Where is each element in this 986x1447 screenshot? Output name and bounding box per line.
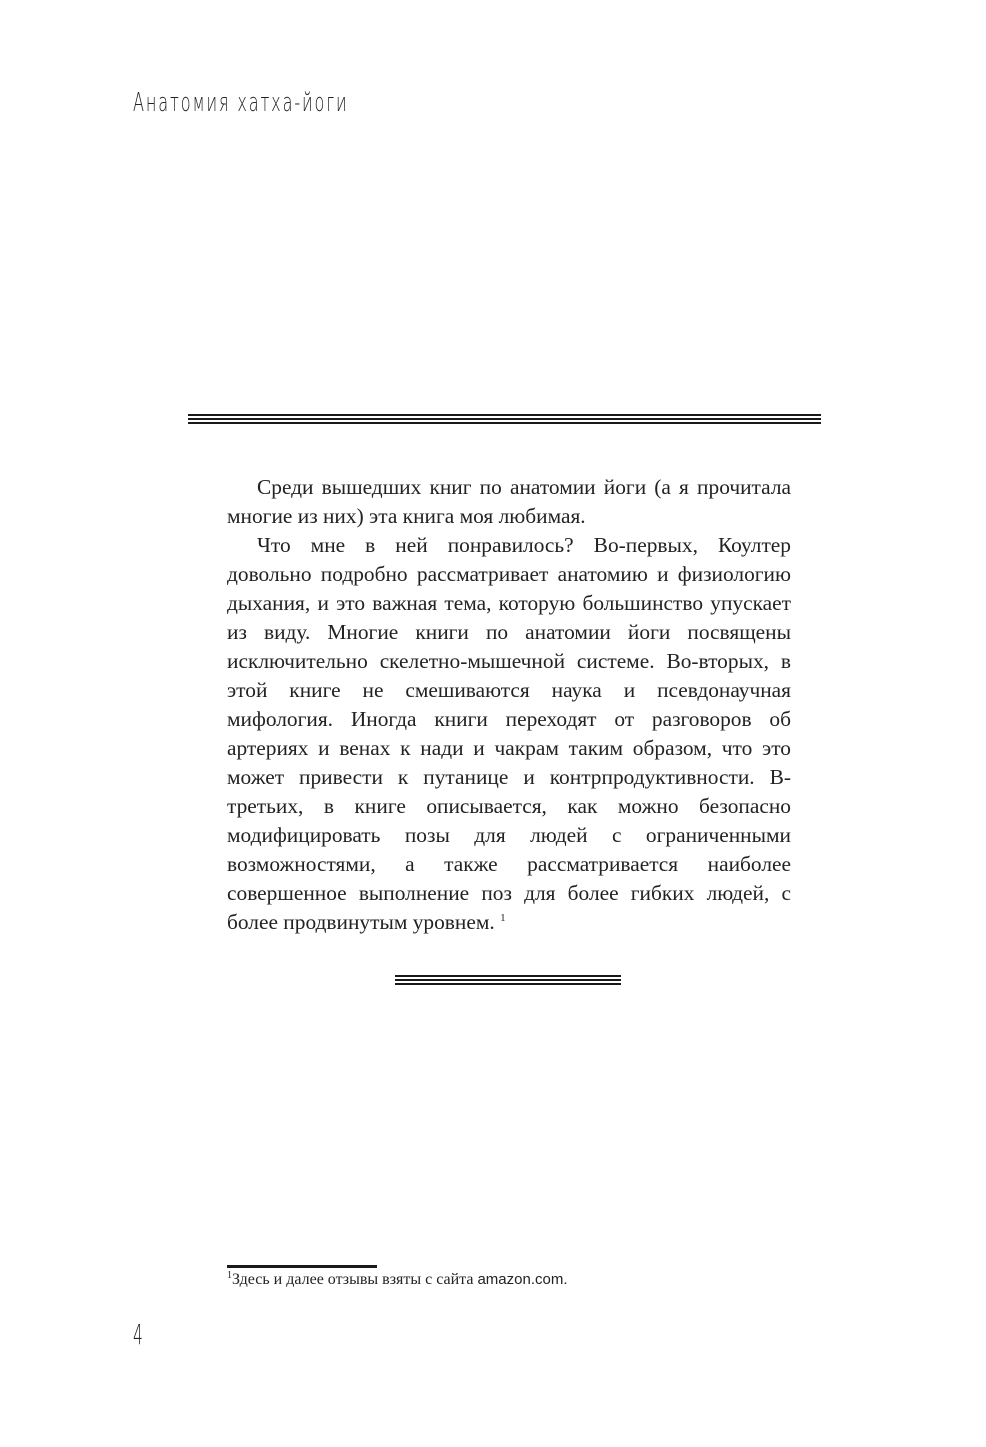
review-text [227,473,791,937]
running-head: Анатомия хатха-йоги [133,88,349,118]
paragraph-2-text: Что мне в ней понравилось? Во-первых, Коултер довольно подробно рассматривает анатомию и физиологию дыхания, и это важная тема, которую большинство упускает из виду. Многие книги по анатомии йоги посвящены исключительно скелетно-мышечной системе. Во-вторых, в этой книге не смешиваются наука и псевдонаучная мифология. Иногда книги переходят от разговоров об артериях и венах к нади и чакрам таким образом, что это может привести к путанице и контрпродуктивности. В-третьих, в книге описывается, как можно безопасно модифицировать позы для людей с ограниченными возможностями, а также рассматривается наиболее совершенное выполнение поз для более гибких людей, с более продвинутым уровнем. [227,533,791,934]
footnote-text: Здесь и далее отзывы взяты с сайта [232,1271,478,1288]
paragraph-1: Среди вышедших книг по анатомии йоги (а я прочитала многие из них) эта книга моя любимая. [227,475,791,528]
footnote-separator [227,1265,377,1268]
footnote-site: amazon.com. [477,1271,568,1288]
footnote-marker: 1 [227,1270,232,1281]
top-ornamental-rule [188,414,821,423]
bottom-ornamental-rule [395,975,621,984]
page-number: 4 [133,1318,143,1351]
footnote [227,1271,568,1289]
paragraph-2 [227,531,791,937]
footnote-reference[interactable]: 1 [500,912,506,924]
